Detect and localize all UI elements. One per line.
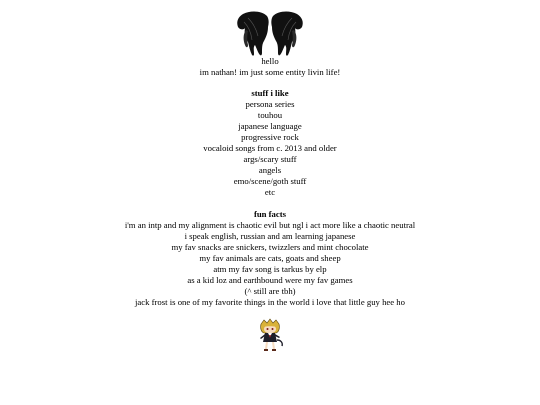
list-item: as a kid loz and earthbound were my fav games: [187, 275, 353, 285]
stuff-i-like-heading: stuff i like: [251, 88, 289, 98]
fun-facts-heading: fun facts: [253, 209, 287, 219]
stuff-i-like-list: [0, 99, 540, 198]
list-item: persona series: [245, 99, 295, 109]
list-item: atm my fav song is tarkus by elp: [213, 264, 327, 274]
list-item: progressive rock: [241, 132, 299, 142]
list-item: my fav snacks are snickers, twizzlers and mint chocolate: [171, 242, 369, 252]
bio-text: im nathan! im just some entity livin life!: [199, 67, 341, 77]
list-item: jack frost is one of my favorite things in the world i love that little guy hee ho: [135, 297, 405, 307]
list-item: i'm an intp and my alignment is chaotic evil but ngl i act more like a chaotic neutral: [124, 220, 416, 230]
list-item: (^ still are tbh): [244, 286, 296, 296]
list-item: angels: [258, 165, 282, 175]
list-item: etc: [264, 187, 276, 197]
list-item: touhou: [257, 110, 283, 120]
list-item: args/scary stuff: [243, 154, 297, 164]
greeting-text: hello: [261, 56, 279, 66]
list-item: my fav animals are cats, goats and sheep: [199, 253, 341, 263]
list-item: emo/scene/goth stuff: [233, 176, 307, 186]
list-item: i speak english, russian and am learning japanese: [184, 231, 356, 241]
list-item: vocaloid songs from c. 2013 and older: [203, 143, 337, 153]
list-item: japanese language: [238, 121, 302, 131]
chibi-character-icon: [255, 318, 285, 352]
fun-facts-list: [0, 220, 540, 308]
